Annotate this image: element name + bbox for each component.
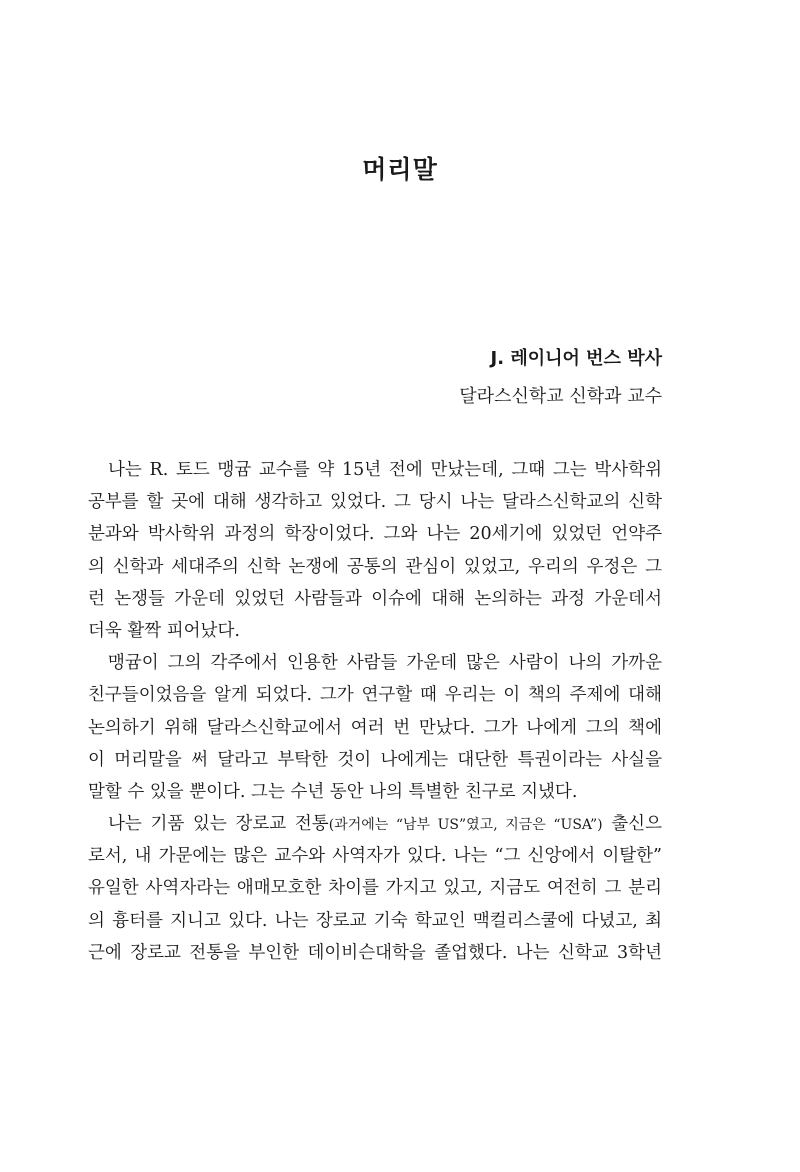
text-line: 공부를 할 곳에 대해 생각하고 있었다. 그 당시 나는 달라스신학교의 신학 <box>88 492 662 513</box>
text-line: 로서, 내 가문에는 많은 교수와 사역자가 있다. 나는 “그 신앙에서 이탈한” <box>88 846 662 867</box>
text-line: 친구들이었음을 알게 되었다. 그가 연구할 때 우리는 이 책의 주제에 대해 <box>88 685 662 706</box>
text-line: 더욱 활짝 피어났다. <box>88 620 240 641</box>
author-name: J. 레이니어 번스 박사 <box>490 348 662 369</box>
parenthetical-note: (과거에는 “남부 US”였고, 지금은 “USA”) <box>328 817 603 834</box>
text-line: 근에 장로교 전통을 부인한 데이비슨대학을 졸업했다. 나는 신학교 3학년 <box>88 942 662 963</box>
page-title: 머리말 <box>362 155 438 184</box>
text-segment: 출신으 <box>602 814 662 835</box>
text-segment: 나는 기품 있는 장로교 전통 <box>108 814 329 835</box>
text-line: 이 머리말을 써 달라고 부탁한 것이 나에게는 대단한 특권이라는 사실을 <box>88 749 662 770</box>
text-line: 유일한 사역자라는 애매모호한 차이를 가지고 있고, 지금도 여전히 그 분리 <box>88 878 662 899</box>
text-line: 맹귬이 그의 각주에서 인용한 사람들 가운데 많은 사람이 나의 가까운 <box>108 653 662 674</box>
text-line: 의 신학과 세대주의 신학 논쟁에 공통의 관심이 있었고, 우리의 우정은 그 <box>88 556 662 577</box>
author-affiliation: 달라스신학교 신학과 교수 <box>459 386 662 407</box>
body-text <box>88 454 662 969</box>
text-line: 말할 수 있을 뿐이다. 그는 수년 동안 나의 특별한 친구로 지냈다. <box>88 781 578 802</box>
text-line-mixed <box>88 808 662 840</box>
text-line: 논의하기 위해 달라스신학교에서 여러 번 만났다. 그가 나에게 그의 책에 <box>88 717 662 738</box>
text-line: 런 논쟁들 가운데 있었던 사람들과 이슈에 대해 논의하는 과정 가운데서 <box>88 588 662 609</box>
text-line: 분과와 박사학위 과정의 학장이었다. 그와 나는 20세기에 있었던 언약주 <box>88 524 662 545</box>
text-line: 나는 R. 토드 맹귬 교수를 약 15년 전에 만났는데, 그때 그는 박사학위 <box>108 460 662 480</box>
text-line: 의 흉터를 지니고 있다. 나는 장로교 기숙 학교인 맥컬리스쿨에 다녔고, 최 <box>88 910 662 931</box>
